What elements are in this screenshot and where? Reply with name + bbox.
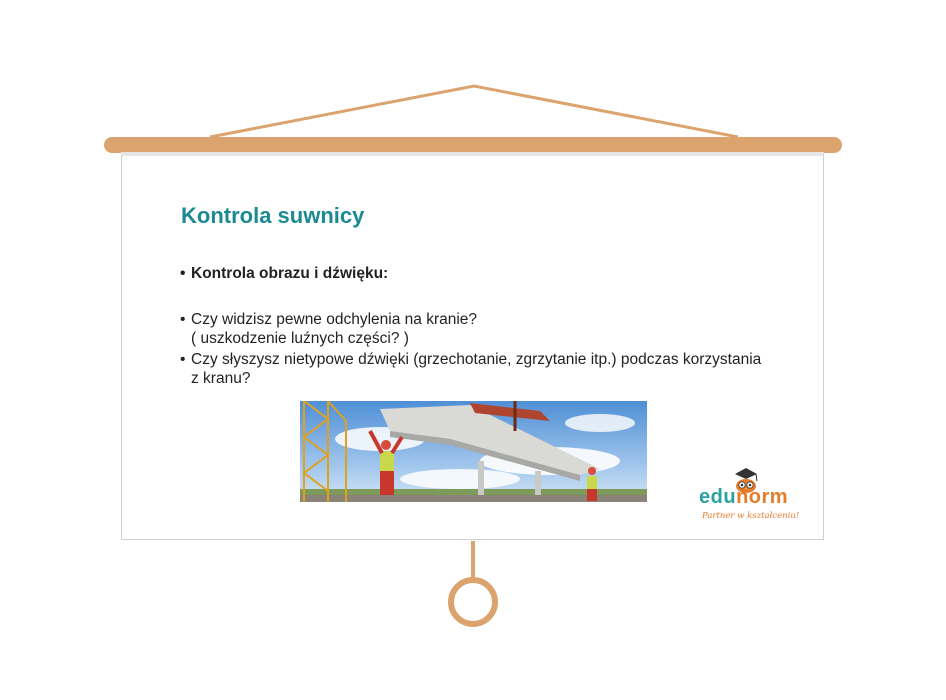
bullet-line: Czy słyszysz nietypowe dźwięki (grzechotanie, zgrzytanie itp.) podczas korzystania <box>191 351 762 368</box>
bullet-dot: • <box>180 265 186 282</box>
slide-screen <box>121 152 824 540</box>
pull-ring <box>451 580 495 624</box>
bullet-item <box>180 350 761 388</box>
bullet-line: z kranu? <box>191 370 251 387</box>
slide-title: Kontrola suwnicy <box>181 203 365 228</box>
logo-wordmark-part1: edu <box>699 486 737 508</box>
section-heading <box>180 264 388 283</box>
bullet-item <box>180 310 477 348</box>
bullet-line: Czy widzisz pewne odchylenia na kranie? <box>191 311 478 328</box>
logo-wordmark-part2: norm <box>736 486 789 508</box>
logo-wordmark <box>699 486 788 509</box>
hanger-string <box>210 86 738 137</box>
logo-tagline: Partner w kształceniu! <box>702 511 800 521</box>
bullet-dot: • <box>180 311 186 328</box>
section-heading-text: Kontrola obrazu i dźwięku: <box>191 265 389 282</box>
crane-workers-photo <box>300 401 647 502</box>
edunorm-logo <box>699 468 803 528</box>
bullet-dot: • <box>180 351 186 368</box>
bullet-line: ( uszkodzenie luźnych części? ) <box>191 330 409 347</box>
